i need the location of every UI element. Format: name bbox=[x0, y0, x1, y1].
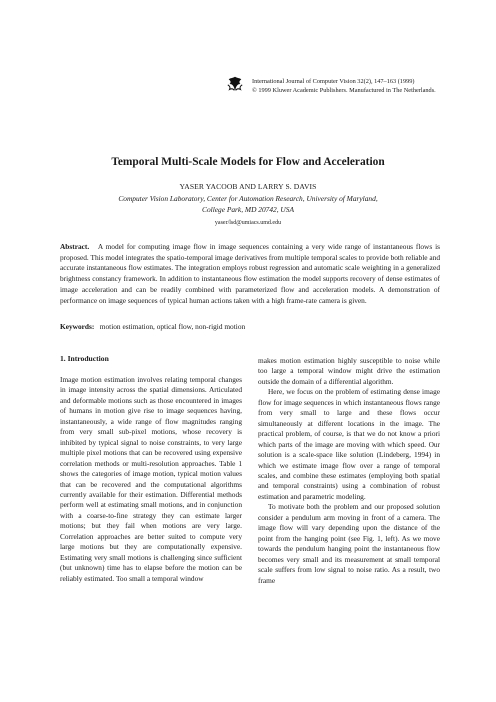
paper-authors: YASER YACOOB AND LARRY S. DAVIS bbox=[179, 182, 317, 191]
right-paragraph-2: Here, we focus on the problem of estimating dense image flow for image sequences in which instantaneous flows range from very small to large and these flows occur simultaneously at different locations in the image. The practical problem, of course, is that we do not know a priori which parts of the image are moving with which speed. Our solution is a scale-space like solution (Lindeberg, 1994) in which we estimate image flow over a range of temporal scales, and combine these estimates (employing both spatial and temporal constraints) using a combination of robust estimation and parametric modeling. bbox=[258, 387, 440, 501]
author-affiliation bbox=[0, 194, 496, 215]
keywords-text: motion estimation, optical flow, non-rigid motion bbox=[99, 322, 246, 331]
keywords-label: Keywords: bbox=[60, 322, 95, 331]
keywords bbox=[60, 322, 440, 331]
publisher-logo-icon bbox=[226, 75, 244, 93]
right-column bbox=[258, 356, 440, 586]
journal-info bbox=[252, 77, 452, 95]
right-paragraph-3: To motivate both the problem and our proposed solution consider a pendulum arm moving in front of a camera. The image flow will vary depending upon the distance of the point from the hanging point (see Fig. 1, left). As we move towards the pendulum hanging point the instantaneous flow becomes very small and its measurement at small temporal scale suffers from low signal to noise ratio. As a result, two frame bbox=[258, 502, 440, 585]
journal-citation: International Journal of Computer Vision 32(2), 147–163 (1999) bbox=[252, 78, 415, 85]
left-column bbox=[60, 375, 242, 584]
paper-title: Temporal Multi-Scale Models for Flow and Acceleration bbox=[111, 156, 385, 168]
section-heading-introduction: 1. Introduction bbox=[60, 354, 109, 363]
abstract bbox=[60, 242, 440, 306]
right-paragraph-1: makes motion estimation highly susceptible to noise while too large a temporal window might drive the estimation outside the domain of a differential algorithm. bbox=[258, 356, 440, 386]
author-email: yaser/lsd@umiacs.umd.edu bbox=[214, 220, 282, 226]
abstract-label: Abstract. bbox=[60, 242, 90, 251]
left-paragraph-1: Image motion estimation involves relating temporal changes in image intensity across the spatial dimensions. Articulated and deformable motions such as those encountered in images of humans in motion give rise to image sequences having, instantaneously, a wide range of flow magnitudes ranging from very small sub-pixel motions, whose recovery is inhibited by typical signal to noise constraints, to very large multiple pixel motions that can be recovered using expensive correlation methods or multi-resolution approaches. Table 1 shows the categories of image motion, typical motion values that can be recovered and the computational algorithms currently available for their estimation. Differential methods perform well at estimating small motions, and in conjunction with a coarse-to-fine strategy they can estimate larger motions; but they fail when motions are very large. Correlation approaches are better suited to compute very large motions but they are computationally expensive. Estimating very small motions is challenging since sufficient (but unknown) time has to elapse before the motion can be reliably estimated. Too small a temporal window bbox=[60, 375, 242, 583]
affiliation-line-2: College Park, MD 20742, USA bbox=[202, 204, 294, 214]
abstract-text: A model for computing image flow in image sequences containing a very wide range of instantaneous flows is proposed. This model integrates the spatio-temporal image derivatives from multiple temporal scales to provide both reliable and accurate instantaneous flow estimates. The integration employs robust regression and automatic scale weighting in a generalized brightness constancy framework. In addition to instantaneous flow estimation the model supports recovery of dense estimates of image acceleration and can be readily combined with parameterized flow and acceleration models. A demonstration of performance on image sequences of typical human actions taken with a high frame-rate camera is given. bbox=[60, 242, 440, 305]
affiliation-line-1: Computer Vision Laboratory, Center for Automation Research, University of Maryland, bbox=[118, 194, 378, 203]
journal-copyright: © 1999 Kluwer Academic Publishers. Manufactured in The Netherlands. bbox=[252, 87, 436, 94]
